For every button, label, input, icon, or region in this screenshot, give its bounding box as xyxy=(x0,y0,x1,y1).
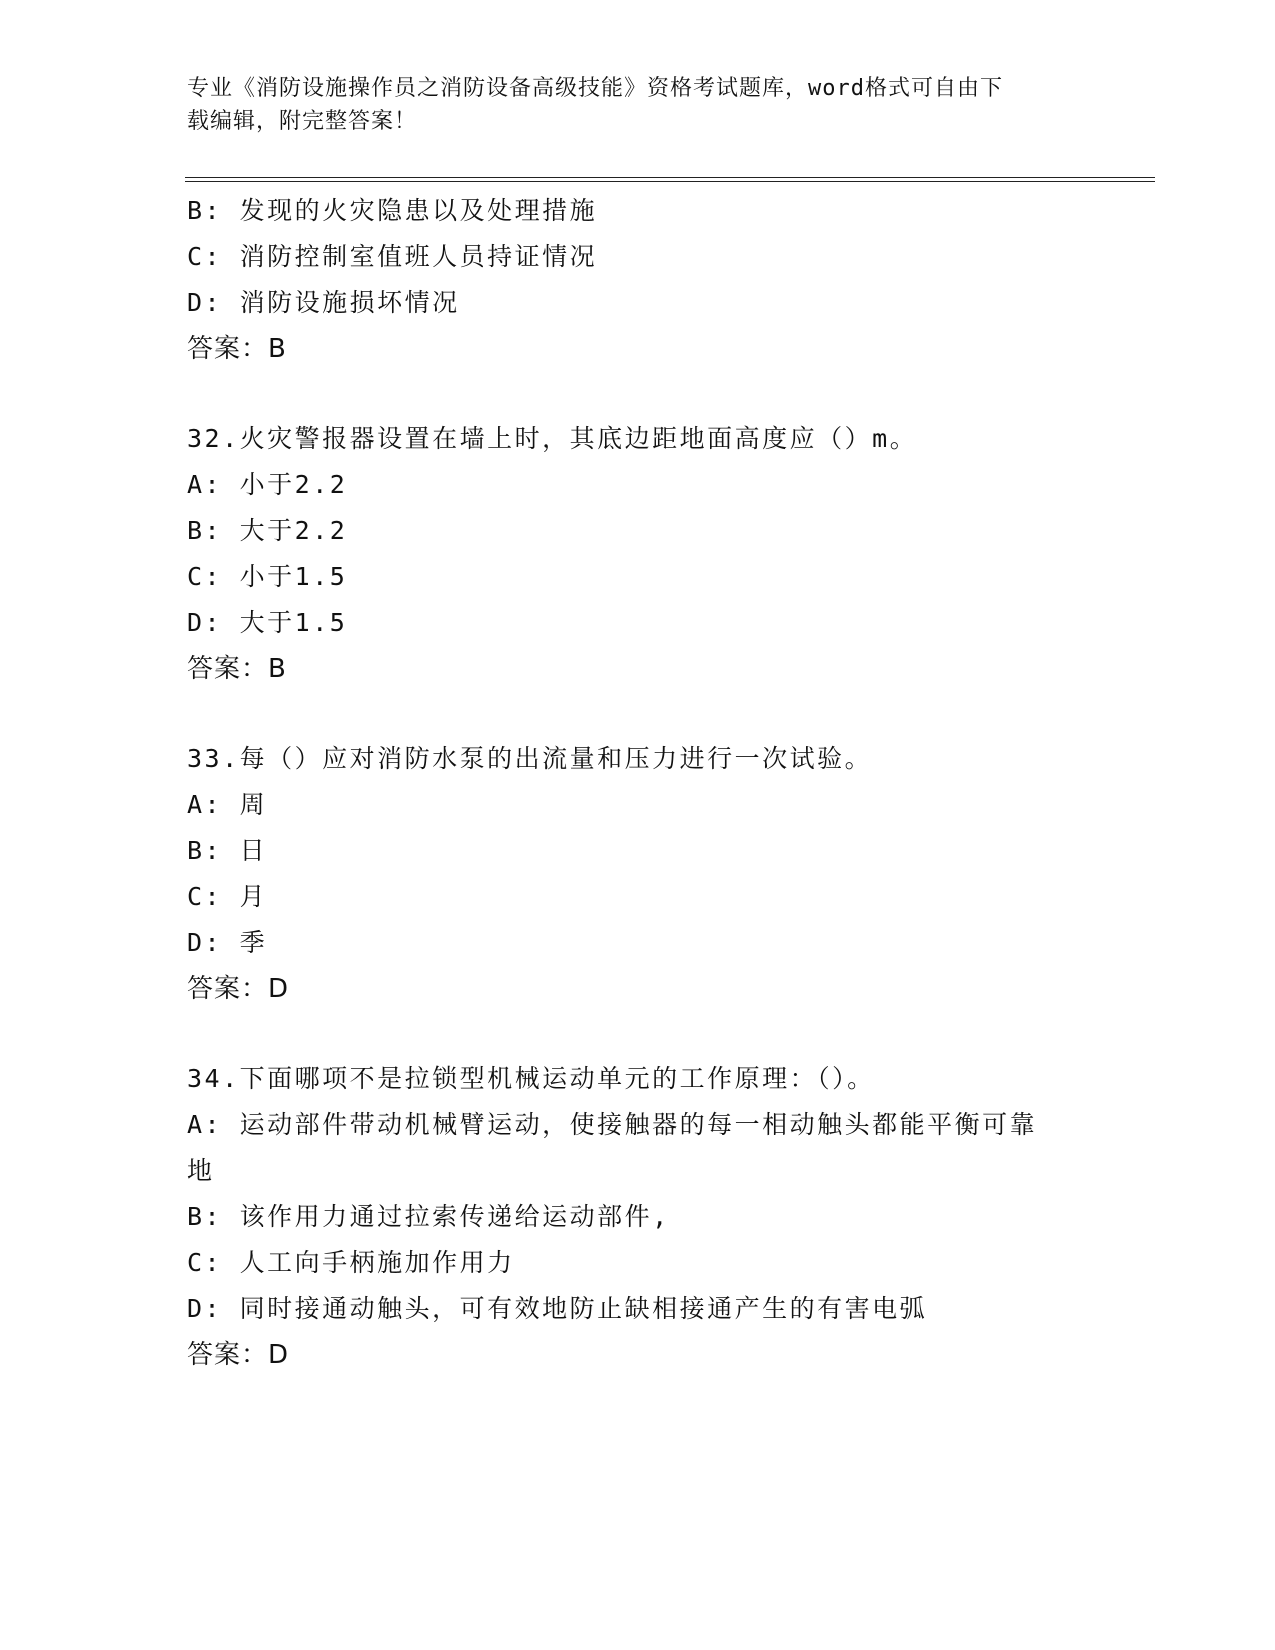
option-c: C: 人工向手柄施加作用力 xyxy=(187,1248,515,1277)
option-d: D: 季 xyxy=(187,928,268,957)
document-header xyxy=(187,72,1067,138)
option-d: D: 大于1.5 xyxy=(187,608,348,637)
header-line-2: 载编辑，附完整答案！ xyxy=(187,109,418,134)
spacer xyxy=(187,1012,1087,1056)
option-c: C: 小于1.5 xyxy=(187,562,348,591)
option-b: B: 大于2.2 xyxy=(187,516,348,545)
question-stem: 32.火灾警报器设置在墙上时，其底边距地面高度应（）m。 xyxy=(187,424,918,453)
answer: 答案：D xyxy=(187,974,290,1004)
question-34 xyxy=(187,1056,1087,1378)
header-line-1: 专业《消防设施操作员之消防设备高级技能》资格考试题库，word格式可自由下 xyxy=(187,76,1003,101)
option-d: D: 消防设施损坏情况 xyxy=(187,288,460,317)
question-stem: 33.每（）应对消防水泵的出流量和压力进行一次试验。 xyxy=(187,744,873,773)
header-divider-top xyxy=(185,177,1155,178)
option-a: A: 运动部件带动机械臂运动，使接触器的每一相动触头都能平衡可靠 xyxy=(187,1110,1038,1139)
answer: 答案：D xyxy=(187,1340,290,1370)
question-list xyxy=(187,188,1087,1378)
question-33 xyxy=(187,736,1087,1012)
option-b: B: 该作用力通过拉索传递给运动部件, xyxy=(187,1202,670,1231)
spacer xyxy=(187,372,1087,416)
spacer xyxy=(187,692,1087,736)
option-b: B: 发现的火灾隐患以及处理措施 xyxy=(187,196,598,225)
option-d: D: 同时接通动触头，可有效地防止缺相接通产生的有害电弧 xyxy=(187,1294,928,1323)
option-a: A: 小于2.2 xyxy=(187,470,348,499)
option-a-continued: 地 xyxy=(187,1156,215,1185)
question-31 xyxy=(187,188,1087,372)
answer: 答案：B xyxy=(187,654,287,684)
option-c: C: 月 xyxy=(187,882,268,911)
option-a: A: 周 xyxy=(187,790,268,819)
option-b: B: 日 xyxy=(187,836,268,865)
header-divider-bottom xyxy=(185,181,1155,182)
question-stem: 34.下面哪项不是拉锁型机械运动单元的工作原理：（）。 xyxy=(187,1064,875,1093)
answer: 答案：B xyxy=(187,334,287,364)
question-32 xyxy=(187,416,1087,692)
option-c: C: 消防控制室值班人员持证情况 xyxy=(187,242,598,271)
